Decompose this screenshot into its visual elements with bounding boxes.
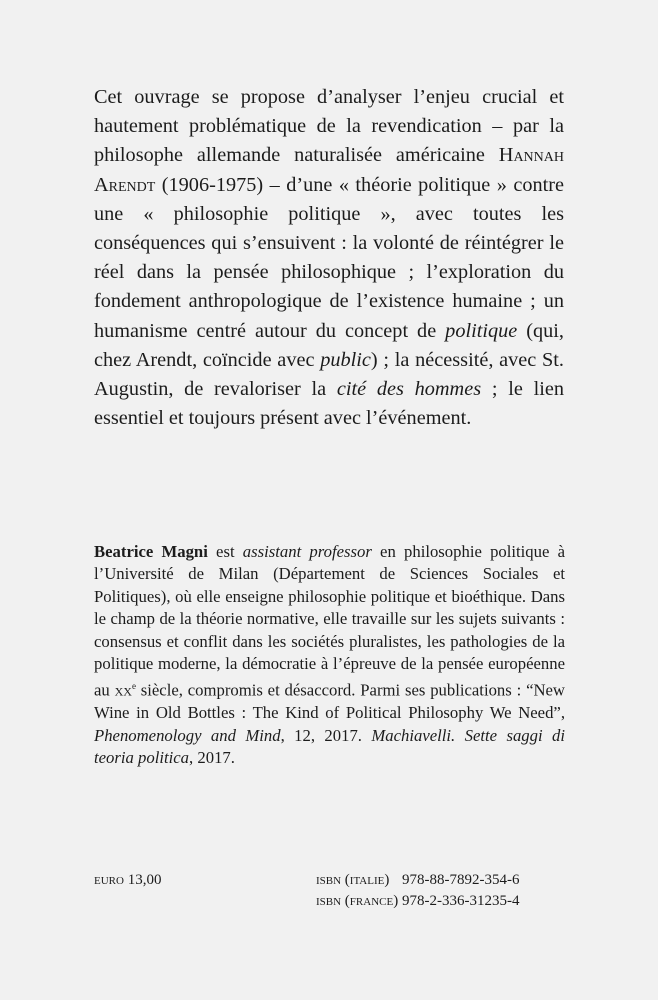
bio-century: xx: [114, 681, 132, 700]
back-cover-abstract: [94, 83, 564, 433]
bio-text-3: siècle, compromis et désaccord. Parmi ses publications : “New Wine in Old Bottles : The Kind of Political Philosophy We Need”,: [94, 681, 565, 723]
bio-journal: Phenomenology and Mind: [94, 725, 281, 745]
bio-text-1: est: [207, 542, 243, 561]
price: [94, 870, 161, 890]
abstract-emphasis-cite: cité des hommes: [336, 378, 482, 401]
bio-author-name: Beatrice Magni: [94, 542, 208, 561]
abstract-text-5: ; le lien essentiel et toujours présent avec l’événement.: [94, 378, 564, 430]
author-name: Hannah Arendt: [94, 144, 564, 196]
abstract-emphasis-public: public: [320, 348, 371, 371]
isbn-italy-label: isbn (italie): [316, 872, 390, 888]
bio-book: Machiavelli. Sette saggi di teoria politica: [94, 725, 566, 768]
abstract-emphasis-politique: politique: [445, 319, 518, 342]
abstract-text-2: (1906-1975) – d’une « théorie politique » contre une « philosophie politique », avec toutes les conséquences qui s’ensuivent : la volonté de réintégrer le réel dans la pensée philosophique ; l’exploration du fondement anthropologique de l’existence humaine ; un humanisme centré autour du concept de: [94, 173, 564, 342]
bio-text-4: , 12, 2017.: [280, 725, 372, 745]
author-bio: [94, 541, 565, 770]
bio-text-2: en philosophie politique à l’Université de Milan (Département de Sciences Sociales et Politiques), où elle enseigne philosophie politique et bioéthique. Dans le champ de la théorie normative, elle travaille sur les sujets suivants : consensus et conflit dans les sociétés pluralistes, les pathologies de la politique moderne, la démocratie à l’épreuve de la pensée européenne au: [94, 542, 566, 700]
abstract-text-3: (qui, chez Arendt, coïncide avec: [94, 319, 564, 371]
isbn-block: [316, 870, 519, 912]
abstract-text-4: ) ; la nécessité, avec St. Augustin, de revaloriser la: [94, 348, 565, 401]
isbn-italy-number: 978-88-7892-354-6: [402, 872, 520, 888]
bio-text-5: , 2017.: [189, 748, 235, 768]
isbn-france-number: 978-2-336-31235-4: [402, 893, 520, 909]
isbn-italy-row: [316, 870, 519, 891]
isbn-france-label: isbn (france): [316, 893, 399, 909]
bio-role: assistant professor: [242, 542, 372, 561]
abstract-text-1: Cet ouvrage se propose d’analyser l’enjeu crucial et hautement problématique de la revendication – par la philosophe allemande naturalisée américaine: [94, 86, 564, 167]
bio-century-sup: e: [131, 681, 136, 692]
isbn-france-row: [316, 891, 519, 912]
price-text: euro 13,00: [94, 872, 162, 888]
